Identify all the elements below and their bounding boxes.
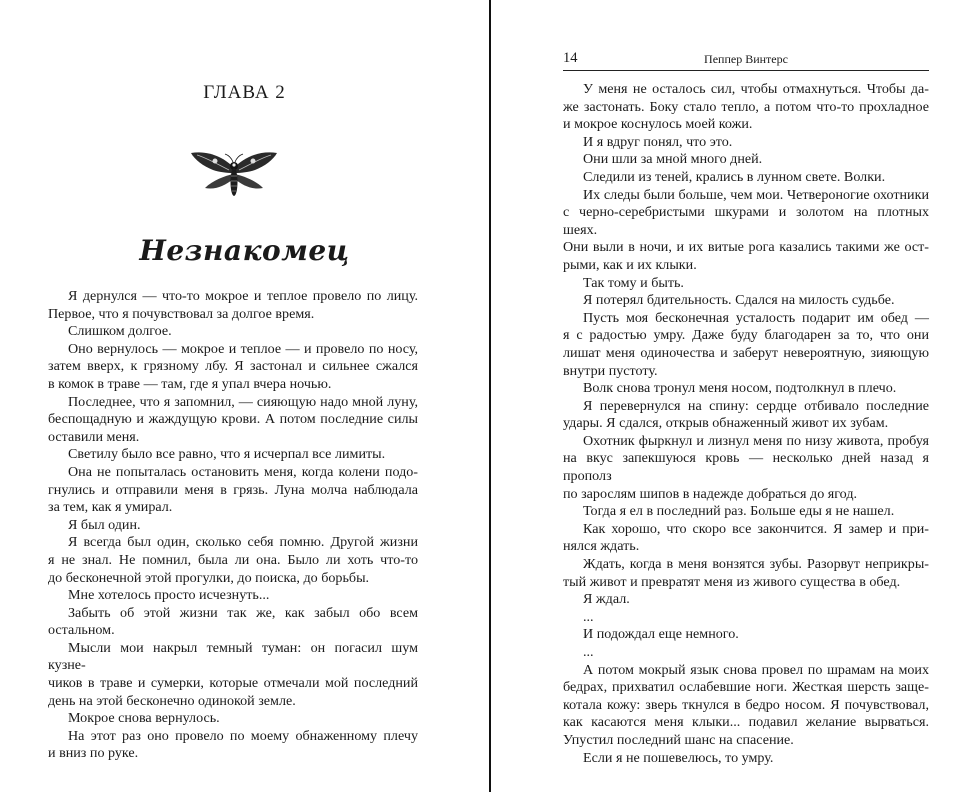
- paragraph: [563, 433, 929, 503]
- paragraph: [48, 710, 418, 728]
- text-line: Мокрое снова вернулось.: [68, 710, 220, 727]
- text-line: Как хорошо, что скоро все закончится. Я замер и при-: [583, 520, 929, 537]
- text-line: Волк снова тронул меня носом, подтолкнул в плечо.: [583, 380, 897, 397]
- text-line: И я вдруг понял, что это.: [583, 133, 733, 150]
- text-line: удары. Я сдался, открыв обнаженный живот их зубам.: [563, 415, 889, 432]
- paragraph: [563, 556, 929, 591]
- paragraph: [48, 288, 418, 323]
- text-line: Мысли мои накрыл темный туман: он погасил шум кузне-: [48, 639, 418, 674]
- chapter-label: ГЛАВА 2: [203, 82, 286, 103]
- text-line: рыми, как и их клыки.: [563, 256, 697, 273]
- paragraph: [563, 503, 929, 521]
- text-line: Мне хотелось просто исчезнуть...: [68, 587, 270, 604]
- right-page: [491, 0, 980, 792]
- text-line: бедрах, прихватил ослабевшие ноги. Жесткая шерсть защe-: [563, 679, 929, 696]
- text-line: лишат меня одиночества и заберут невероятную, зияющую: [563, 344, 929, 361]
- paragraph: [563, 380, 929, 398]
- text-line: тый живот и превратят меня из живого существа в обед.: [563, 573, 901, 590]
- paragraph: [563, 609, 929, 627]
- paragraph: [48, 587, 418, 605]
- text-line: Первое, что я почувствовал за долгое время.: [48, 305, 315, 322]
- paragraph: [563, 644, 929, 662]
- paragraph: [563, 134, 929, 152]
- paragraph: [563, 521, 929, 556]
- text-line: оставили меня.: [48, 428, 140, 445]
- page-number: 14: [563, 50, 578, 66]
- text-line: гнулись и отправили меня в грязь. Луна молча наблюдала: [48, 481, 418, 498]
- paragraph: [48, 517, 418, 535]
- text-line: и мокрое коснулось моей кожи.: [563, 116, 753, 133]
- text-line: и вниз по руке.: [48, 745, 139, 762]
- text-line: Следили из теней, крались в лунном свете. Волки.: [583, 168, 886, 185]
- paragraph: [563, 81, 929, 134]
- text-line: по зарослям шипов в надежде добраться до ягод.: [563, 485, 858, 502]
- paragraph: [563, 275, 929, 293]
- paragraph: [48, 534, 418, 587]
- paragraph: [563, 292, 929, 310]
- text-line: котала кожу: зверь ткнулся в бедро носом. Я почувствовал,: [563, 696, 929, 713]
- paragraph: [563, 187, 929, 275]
- text-line: до бесконечной этой прогулки, до поиска, до борьбы.: [48, 569, 370, 586]
- paragraph: [563, 398, 929, 433]
- text-line: Охотник фыркнул и лизнул меня по низу живота, пробуя: [583, 432, 929, 449]
- text-line: Слишком долгое.: [68, 323, 172, 340]
- text-line: на вкус запекшуюся кровь — несколько дней назад я прополз: [563, 450, 929, 485]
- text-line: Последнее, что я запомнил, — сияющую надо мной луну,: [68, 393, 418, 410]
- paragraph: [48, 640, 418, 710]
- book-author: Пеппер Винтерс: [704, 52, 788, 66]
- text-line: Ждать, когда в меня вонзятся зубы. Разорвут неприкры-: [583, 556, 929, 573]
- paragraph: [48, 323, 418, 341]
- paragraph: [48, 394, 418, 447]
- right-page-text: [563, 81, 929, 767]
- text-line: Я потерял бдительность. Сдался на милость судьбе.: [583, 292, 895, 309]
- paragraph: [48, 728, 418, 763]
- running-head: [563, 48, 929, 71]
- text-line: Они выли в ночи, и их витые рога казались такими же ост-: [563, 239, 929, 256]
- text-line: Я ждал.: [583, 591, 630, 608]
- text-line: беспощадную и жаждущую крови. А потом последние силы: [48, 411, 418, 428]
- text-line: Оно вернулось — мокрое и теплое — и провело по носу,: [68, 340, 418, 357]
- paragraph: [563, 662, 929, 750]
- text-line: чиков в траве и сумерки, которые отмечали мой последний: [48, 675, 418, 692]
- text-line: Так тому и быть.: [583, 274, 684, 291]
- paragraph: [48, 605, 418, 640]
- text-line: Я всегда был один, сколько себя помню. Другой жизни: [68, 534, 418, 551]
- text-line: с черно-серебристыми шкурами и золотом на плотных шеях.: [563, 204, 929, 238]
- text-line: внутри пустоту.: [563, 362, 658, 379]
- text-line: Я перевернулся на спину: сердце отбивало последние: [583, 397, 929, 414]
- text-line: ...: [583, 608, 594, 625]
- text-line: Я дернулся — что-то мокрое и теплое провело по лицу.: [68, 288, 418, 304]
- paragraph: [48, 446, 418, 464]
- paragraph: [48, 464, 418, 517]
- text-line: Их следы были больше, чем мои. Четвероногие охотники: [583, 186, 929, 203]
- text-line: я с радостью умру. Даже буду благодарен за то, что они: [563, 327, 929, 344]
- text-line: я не знал. Не помнил, была ли она. Было ли хоть что-то: [48, 551, 418, 568]
- text-line: Тогда я ел в последний раз. Больше еды я не нашел.: [583, 503, 895, 520]
- text-line: день на этой бесконечно одинокой земле.: [48, 692, 296, 709]
- text-line: же застонать. Боку стало тепло, а потом что-то прохладное: [563, 98, 929, 115]
- chapter-title: Незнакомец: [139, 234, 350, 267]
- text-line: в комок в траве — там, где я упал вчера ночью.: [48, 375, 332, 392]
- paragraph: [563, 626, 929, 644]
- left-page-text: [48, 288, 418, 763]
- text-line: На этот раз оно провело по моему обнаженному плечу: [68, 727, 418, 744]
- text-line: как касаются меня клыки... подавил желание вырваться.: [563, 714, 929, 731]
- text-line: ...: [583, 644, 594, 660]
- text-line: затем вверх, к грязному лбу. Я застонал и сильнее сжался: [48, 358, 418, 375]
- paragraph: [563, 169, 929, 187]
- text-line: Забыть об этой жизни так же, как забыл обо всем остальном.: [48, 604, 418, 639]
- left-page: [0, 0, 489, 792]
- text-line: Упустил последний шанс на спасение.: [563, 731, 794, 748]
- text-line: Они шли за мной много дней.: [583, 151, 763, 168]
- text-line: Я был один.: [68, 516, 141, 533]
- paragraph: [48, 341, 418, 394]
- moth-icon: [189, 146, 279, 202]
- paragraph: [563, 750, 929, 768]
- paragraph: [563, 310, 929, 380]
- text-line: И подождал еще немного.: [583, 626, 739, 643]
- paragraph: [563, 591, 929, 609]
- text-line: Светилу было все равно, что я исчерпал все лимиты.: [68, 446, 386, 463]
- text-line: Если я не пошевелюсь, то умру.: [583, 749, 774, 766]
- text-line: за тем, как я умирал.: [48, 499, 173, 516]
- text-line: нялся ждать.: [563, 538, 640, 555]
- text-line: У меня не осталось сил, чтобы отмахнуться. Чтобы да-: [583, 81, 929, 97]
- paragraph: [563, 151, 929, 169]
- text-line: Пусть моя бесконечная усталость подарит им обед —: [583, 309, 929, 326]
- text-line: Она не попыталась остановить меня, когда колени подо-: [68, 463, 418, 480]
- text-line: А потом мокрый язык снова провел по шрамам на моих: [583, 661, 929, 678]
